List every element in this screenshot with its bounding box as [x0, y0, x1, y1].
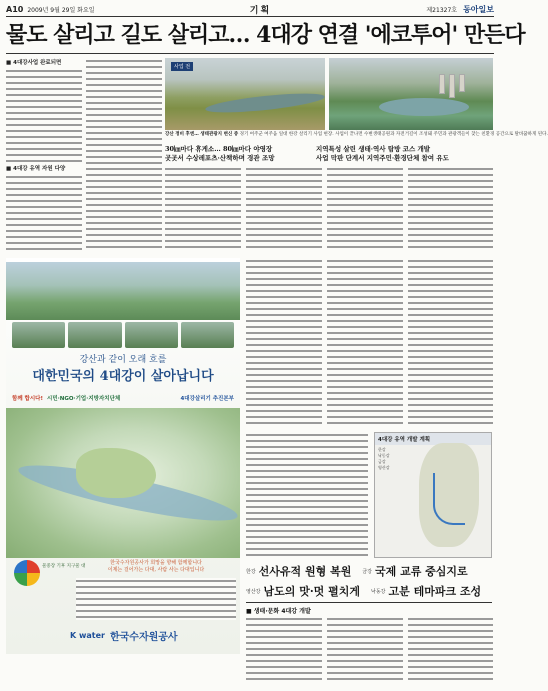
body-text	[6, 68, 82, 164]
article-column-4	[246, 166, 322, 252]
newspaper-name: 동아일보	[463, 4, 494, 14]
section-title: 기획	[249, 6, 272, 16]
article-column-7	[246, 258, 322, 428]
ad-call-to-action	[12, 392, 234, 404]
region-tag: 영산강	[246, 588, 261, 595]
ad-panorama-image	[6, 262, 240, 320]
ad-logo	[70, 628, 178, 643]
ad-thumbnail	[68, 322, 121, 348]
article-column-9	[408, 258, 493, 428]
article-column-12	[408, 616, 493, 684]
map-legend	[378, 447, 418, 471]
article-column-6	[408, 166, 493, 252]
article-column-11	[327, 616, 403, 684]
section-rule	[246, 602, 492, 603]
main-photo	[165, 58, 493, 130]
subheading-a: 30㎞마다 휴게소… 80㎞마다 야영장 곳곳서 수상레포츠·산책하며 경관 조망	[165, 145, 275, 162]
ad-thumbnail	[181, 322, 234, 348]
subsection-heading: ■ 생태·문화 4대강 개발	[246, 608, 311, 615]
legend-item: 낙동강	[378, 453, 390, 458]
placename-row	[246, 582, 492, 600]
photo-badge: 사업 전	[171, 62, 193, 71]
article-column-3	[165, 166, 241, 252]
photo-caption	[165, 131, 548, 141]
header-rule	[6, 16, 494, 17]
building-shape	[449, 74, 455, 98]
keyword-text: 4대강살리기 추진본부	[180, 396, 234, 402]
kwater-logo-icon: K water	[70, 631, 105, 640]
region-headline: 고분 테마파크 조성	[388, 585, 482, 598]
advertisement	[6, 258, 240, 654]
legend-item: 한강	[378, 447, 386, 452]
region-tag: 금강	[362, 568, 373, 575]
article-column-2	[86, 58, 162, 252]
placename-row	[246, 562, 492, 580]
article-column-1	[6, 58, 82, 252]
region-headline: 남도의 맛·멋 펼치게	[263, 585, 360, 598]
ad-slogan	[18, 352, 228, 384]
caption-text: 경기 여주군 여주읍 일대 한강 살리기 사업 현장. 사업이 끝나면 수변생태공원과 자전거길이 조성돼 주민과 관광객들이 찾는 친환경 공간으로 탈바꿈하게 된다.	[239, 132, 548, 137]
kicker: ■ 4대강사업 완료되면	[6, 60, 62, 66]
ad-message: 한국수자원공사가 희망을 향해 함께합니다 이제는 걸어가는 다대, 사람 사는 다대입니다	[107, 560, 205, 573]
call-text: 함께 합시다!	[12, 396, 43, 402]
subheading-b: 지역특성 살린 생태·역사 탐방 코스 개발 사업 막판 단계서 지역주민·환경단체 참여 유도	[316, 145, 449, 162]
ad-aerial-image	[6, 408, 240, 558]
publication-date: 2009년 9월 29일 화요일	[27, 7, 95, 14]
korea-map-shape	[419, 443, 479, 547]
article-column-5	[327, 166, 403, 252]
legend-item: 영산강	[378, 465, 390, 470]
partners-text: 시민·NGO·기업·지방자치단체	[47, 396, 121, 402]
slogan-line-2: 대한민국의 4대강이 살아납니다	[32, 369, 214, 384]
emblem-icon	[14, 560, 40, 586]
building-shape	[439, 74, 445, 94]
headline-rule	[6, 53, 494, 54]
ad-fine-print	[76, 578, 236, 620]
island-shape	[76, 448, 156, 498]
ad-thumbnail	[125, 322, 178, 348]
slogan-line-1: 강산과 같이 오래 흐를	[79, 355, 167, 365]
page-header	[6, 4, 494, 15]
after-photo	[329, 58, 493, 130]
company-name: 한국수자원공사	[109, 632, 178, 643]
region-headline: 국제 교류 중심지로	[375, 565, 468, 578]
lake-shape	[379, 98, 469, 116]
emblem-text: 물중장 기후 지구물 대	[42, 564, 86, 569]
ad-thumbnail-row	[12, 322, 234, 348]
article-column-8	[327, 258, 403, 428]
region-tag: 낙동강	[371, 588, 386, 595]
building-shape	[459, 74, 465, 92]
article-column-10	[246, 616, 322, 684]
region-tag: 한강	[246, 568, 256, 575]
map-side-text	[246, 432, 368, 558]
caption-title: 강산 정비 후엔… 생태관광지 변신 중	[165, 132, 239, 137]
ad-thumbnail	[12, 322, 65, 348]
region-headline: 선사유적 원형 복원	[258, 565, 352, 578]
edition-number: 제21327호	[426, 7, 458, 14]
headline: 물도 살리고 길도 살리고… 4대강 연결 '에코투어' 만든다	[6, 22, 525, 48]
map-box	[374, 432, 492, 558]
legend-item: 금강	[378, 459, 386, 464]
section-marker: ■ 4대강 유역 자원 다양	[6, 166, 66, 172]
map-title: 4대강 유역 개발 계획	[375, 433, 491, 445]
page-number: A10	[6, 5, 24, 14]
body-text	[6, 174, 82, 254]
river-shape	[205, 90, 326, 116]
